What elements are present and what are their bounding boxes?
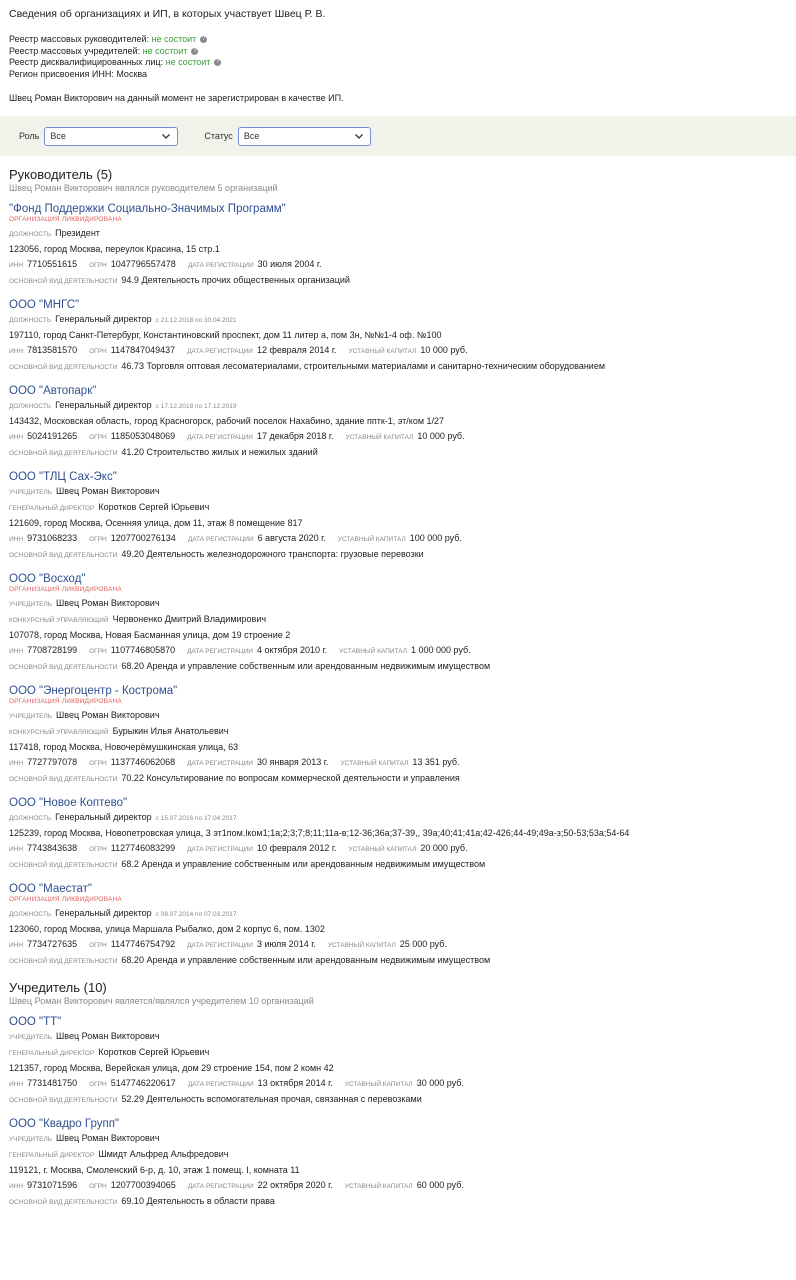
field-label: ОГРН [89, 648, 107, 655]
address-row: 143432, Московская область, город Красногорск, рабочий поселок Нахабино, здание пптк-1, эт/ком 1/27 [9, 416, 445, 426]
inn-value: 7734727635 [27, 939, 78, 949]
org-name-link[interactable]: ООО "МНГС" [9, 299, 80, 311]
field-label: ДОЛЖНОСТЬ [9, 231, 52, 238]
position-period: с 21.12.2018 по 30.04.2021 [155, 317, 237, 324]
ids-row [9, 429, 787, 445]
ogrn-value: 1207700394065 [110, 1180, 176, 1190]
ids-row [9, 1178, 787, 1194]
liquidated-badge: ОРГАНИЗАЦИЯ ЛИКВИДИРОВАНА [9, 586, 122, 593]
founder-value: Швец Роман Викторович [56, 486, 160, 496]
position-period: с 15.07.2016 по 17.04.2017 [155, 815, 237, 822]
registry-mass-managers: Реестр массовых руководителей: не состоит ? [9, 34, 206, 44]
field-label: ОСНОВНОЙ ВИД ДЕЯТЕЛЬНОСТИ [9, 450, 118, 457]
manager-value: Бурыкин Илья Анатольевич [112, 726, 229, 736]
org-card [9, 573, 787, 675]
inn-value: 7708728199 [27, 645, 78, 655]
ids-row [9, 257, 787, 273]
field-label: ОСНОВНОЙ ВИД ДЕЯТЕЛЬНОСТИ [9, 364, 118, 371]
position-row [9, 398, 787, 414]
ip-note: Швец Роман Викторович на данный момент не зарегистрирован в качестве ИП. [9, 93, 344, 103]
field-label: ОСНОВНОЙ ВИД ДЕЯТЕЛЬНОСТИ [9, 1097, 118, 1104]
founder-row [9, 484, 787, 500]
field-label: ДАТА РЕГИСТРАЦИИ [187, 846, 253, 853]
director-value: Шмидт Альфред Альфредович [98, 1149, 229, 1159]
activity-row [9, 1194, 787, 1210]
field-label: ДАТА РЕГИСТРАЦИИ [187, 648, 253, 655]
field-label: ДАТА РЕГИСТРАЦИИ [187, 760, 253, 767]
field-label: ОГРН [89, 846, 107, 853]
activity-value: 41.20 Строительство жилых и нежилых зданий [121, 447, 318, 457]
ids-row [9, 531, 787, 547]
field-label: УЧРЕДИТЕЛЬ [9, 601, 53, 608]
capital-value: 20 000 руб. [420, 843, 468, 853]
org-card [9, 203, 787, 289]
field-label: УСТАВНЫЙ КАПИТАЛ [340, 760, 409, 767]
field-label: ДАТА РЕГИСТРАЦИИ [187, 1183, 254, 1190]
activity-value: 68.20 Аренда и управление собственным или арендованным недвижимым имуществом [121, 661, 491, 671]
ogrn-value: 1107746805870 [110, 645, 176, 655]
org-name-link[interactable]: ООО "Новое Коптево" [9, 797, 128, 809]
reg-date-value: 17 декабря 2018 г. [256, 431, 334, 441]
position-period: с 17.12.2018 по 17.12.2019 [155, 403, 237, 410]
director-value: Коротков Сергей Юрьевич [98, 502, 210, 512]
role-label: Роль [19, 131, 40, 141]
field-label: УЧРЕДИТЕЛЬ [9, 489, 53, 496]
page-title: Сведения об организациях и ИП, в которых участвует Швец Р. В. [9, 8, 326, 20]
field-label: ОСНОВНОЙ ВИД ДЕЯТЕЛЬНОСТИ [9, 664, 118, 671]
section-subtitle: Швец Роман Викторович является/являлся учредителем 10 организаций [9, 996, 314, 1006]
address-row: 107078, город Москва, Новая Басманная улица, дом 19 строение 2 [9, 630, 291, 640]
field-label: ОГРН [89, 942, 107, 949]
field-label: ИНН [9, 648, 24, 655]
field-label: ДАТА РЕГИСТРАЦИИ [187, 348, 253, 355]
inn-value: 7731481750 [27, 1078, 78, 1088]
field-label: ОГРН [89, 348, 107, 355]
reg-date-value: 30 июля 2004 г. [257, 259, 322, 269]
ids-row [9, 1076, 787, 1092]
org-card [9, 685, 787, 787]
activity-row [9, 1092, 787, 1108]
org-name-link[interactable]: ООО "ТТ" [9, 1016, 62, 1028]
field-label: ГЕНЕРАЛЬНЫЙ ДИРЕКТОР [9, 1050, 95, 1057]
activity-row [9, 273, 787, 289]
org-name-link[interactable]: ООО "Квадро Групп" [9, 1118, 120, 1130]
field-label: ИНН [9, 1183, 24, 1190]
field-label: КОНКУРСНЫЙ УПРАВЛЯЮЩИЙ [9, 729, 109, 736]
filter-bar [0, 116, 796, 156]
field-label: ОГРН [89, 536, 107, 543]
field-label: УСТАВНЫЙ КАПИТАЛ [348, 348, 417, 355]
field-label: КОНКУРСНЫЙ УПРАВЛЯЮЩИЙ [9, 617, 109, 624]
activity-value: 69.10 Деятельность в области права [121, 1196, 275, 1206]
field-label: ИНН [9, 760, 24, 767]
position-row [9, 226, 787, 242]
org-card [9, 1118, 787, 1210]
reg-date-value: 4 октября 2010 г. [256, 645, 328, 655]
reg-date-value: 13 октября 2014 г. [257, 1078, 333, 1088]
field-label: ДАТА РЕГИСТРАЦИИ [187, 434, 253, 441]
field-label: УЧРЕДИТЕЛЬ [9, 1034, 53, 1041]
address-row: 117418, город Москва, Новочерёмушкинская улица, 63 [9, 742, 239, 752]
org-card [9, 299, 787, 375]
field-label: ОГРН [89, 1081, 107, 1088]
activity-row [9, 445, 787, 461]
inn-region: Регион присвоения ИНН: Москва [9, 68, 148, 79]
field-label: ИНН [9, 1081, 24, 1088]
inn-value: 9731068233 [27, 533, 78, 543]
field-label: ОГРН [89, 760, 107, 767]
field-label: ОСНОВНОЙ ВИД ДЕЯТЕЛЬНОСТИ [9, 958, 118, 965]
field-label: ДАТА РЕГИСТРАЦИИ [187, 942, 253, 949]
manager-value: Червоненко Дмитрий Владимирович [112, 614, 267, 624]
activity-row [9, 771, 787, 787]
activity-value: 68.20 Аренда и управление собственным или арендованным недвижимым имуществом [121, 955, 491, 965]
help-icon[interactable]: ? [193, 47, 197, 54]
position-period: с 08.07.2014 по 07.03.2017 [155, 911, 237, 918]
org-card [9, 883, 787, 969]
capital-value: 30 000 руб. [416, 1078, 464, 1088]
ogrn-value: 1147746754792 [110, 939, 176, 949]
position-row [9, 312, 787, 328]
field-label: ОСНОВНОЙ ВИД ДЕЯТЕЛЬНОСТИ [9, 278, 118, 285]
activity-value: 70.22 Консультирование по вопросам коммерческой деятельности и управления [121, 773, 460, 783]
position-value: Президент [55, 228, 100, 238]
founder-value: Швец Роман Викторович [56, 710, 160, 720]
ogrn-value: 1127746083299 [110, 843, 176, 853]
founder-row [9, 1029, 787, 1045]
field-label: ОСНОВНОЙ ВИД ДЕЯТЕЛЬНОСТИ [9, 1199, 118, 1206]
capital-value: 1 000 000 руб. [411, 645, 471, 655]
ogrn-value: 1137746062068 [110, 757, 176, 767]
section-title: Руководитель (5) [9, 167, 113, 182]
reg-date-value: 3 июля 2014 г. [256, 939, 316, 949]
capital-value: 100 000 руб. [409, 533, 462, 543]
address-row: 123056, город Москва, переулок Красина, 15 стр.1 [9, 244, 220, 254]
inn-value: 7743843638 [27, 843, 78, 853]
director-row [9, 1045, 787, 1061]
org-name-link[interactable]: ООО "Восход" [9, 573, 86, 585]
activity-row [9, 659, 787, 675]
field-label: ИНН [9, 536, 24, 543]
section-subtitle: Швец Роман Викторович являлся руководителем 5 организаций [9, 183, 278, 193]
org-name-link[interactable]: "Фонд Поддержки Социально-Значимых Программ" [9, 203, 286, 215]
capital-value: 60 000 руб. [416, 1180, 464, 1190]
org-name-link[interactable]: ООО "Автопарк" [9, 385, 97, 397]
liquidated-badge: ОРГАНИЗАЦИЯ ЛИКВИДИРОВАНА [9, 216, 122, 223]
ogrn-value: 1047796557478 [110, 259, 176, 269]
section-title: Учредитель (10) [9, 980, 107, 995]
ids-row [9, 841, 787, 857]
activity-value: 68.2 Аренда и управление собственным или арендованным недвижимым имуществом [121, 859, 486, 869]
director-row [9, 1147, 787, 1163]
field-label: УСТАВНЫЙ КАПИТАЛ [345, 434, 414, 441]
activity-row [9, 359, 787, 375]
org-name-link[interactable]: ООО "Маестат" [9, 883, 92, 895]
manager-row [9, 612, 787, 628]
field-label: УСТАВНЫЙ КАПИТАЛ [337, 536, 406, 543]
address-row: 123060, город Москва, улица Маршала Рыбалко, дом 2 корпус 6, пом. 1302 [9, 924, 325, 934]
capital-value: 13 351 руб. [412, 757, 460, 767]
liquidated-badge: ОРГАНИЗАЦИЯ ЛИКВИДИРОВАНА [9, 698, 122, 705]
ogrn-value: 1185053048069 [110, 431, 176, 441]
activity-value: 46.73 Торговля оптовая лесоматериалами, строительными материалами и санитарно-техническим оборудованием [121, 361, 606, 371]
chevron-down-icon [161, 131, 171, 141]
field-label: ИНН [9, 262, 24, 269]
reg-date-value: 30 января 2013 г. [256, 757, 329, 767]
address-row: 119121, г. Москва, Смоленский 6-р, д. 10, этаж 1 помещ. I, комната 11 [9, 1165, 300, 1175]
field-label: ДАТА РЕГИСТРАЦИИ [187, 1081, 254, 1088]
address-row: 121357, город Москва, Верейская улица, дом 29 строение 154, пом 2 комн 42 [9, 1063, 334, 1073]
org-card [9, 385, 787, 461]
field-label: ДАТА РЕГИСТРАЦИИ [187, 262, 254, 269]
field-label: УЧРЕДИТЕЛЬ [9, 713, 53, 720]
inn-value: 7710551615 [27, 259, 78, 269]
ids-row [9, 937, 787, 953]
capital-value: 25 000 руб. [399, 939, 447, 949]
founder-row [9, 1131, 787, 1147]
ogrn-value: 1147847049437 [110, 345, 176, 355]
field-label: ДОЛЖНОСТЬ [9, 317, 52, 324]
field-label: ОСНОВНОЙ ВИД ДЕЯТЕЛЬНОСТИ [9, 552, 118, 559]
field-label: ИНН [9, 942, 24, 949]
role-select[interactable]: Все [44, 127, 178, 146]
field-label: ОГРН [89, 434, 107, 441]
activity-value: 52.29 Деятельность вспомогательная прочая, связанная с перевозками [121, 1094, 422, 1104]
capital-value: 10 000 руб. [420, 345, 468, 355]
sections [9, 167, 787, 1210]
founder-row [9, 596, 787, 612]
field-label: УСТАВНЫЙ КАПИТАЛ [327, 942, 396, 949]
status-label: Статус [204, 131, 233, 141]
field-label: ИНН [9, 348, 24, 355]
org-name-link[interactable]: ООО "ТЛЦ Сах-Экс" [9, 471, 117, 483]
field-label: УЧРЕДИТЕЛЬ [9, 1136, 53, 1143]
manager-row [9, 724, 787, 740]
director-row [9, 500, 787, 516]
ids-row [9, 755, 787, 771]
org-card [9, 471, 787, 563]
field-label: ОСНОВНОЙ ВИД ДЕЯТЕЛЬНОСТИ [9, 862, 118, 869]
address-row: 121609, город Москва, Осенняя улица, дом 11, этаж 8 помещение 817 [9, 518, 303, 528]
org-card [9, 1016, 787, 1108]
founder-value: Швец Роман Викторович [56, 598, 160, 608]
ogrn-value: 1207700276134 [110, 533, 176, 543]
org-card [9, 797, 787, 873]
org-name-link[interactable]: ООО "Энергоцентр - Кострома" [9, 685, 178, 697]
field-label: УСТАВНЫЙ КАПИТАЛ [339, 648, 408, 655]
inn-value: 7813581570 [27, 345, 78, 355]
help-icon[interactable]: ? [202, 36, 206, 43]
founder-row [9, 708, 787, 724]
field-label: ДОЛЖНОСТЬ [9, 403, 52, 410]
director-value: Коротков Сергей Юрьевич [98, 1047, 210, 1057]
position-row [9, 810, 787, 826]
field-label: ОГРН [89, 1183, 107, 1190]
founder-value: Швец Роман Викторович [56, 1133, 160, 1143]
registry-disqualified: Реестр дисквалифицированных лиц: не состоит ? [9, 57, 220, 67]
reg-date-value: 12 февраля 2014 г. [256, 345, 337, 355]
activity-value: 49.20 Деятельность железнодорожного транспорта: грузовые перевозки [121, 549, 424, 559]
reg-date-value: 10 февраля 2012 г. [256, 843, 337, 853]
inn-value: 5024191265 [27, 431, 78, 441]
ogrn-value: 5147746220617 [110, 1078, 176, 1088]
activity-row [9, 547, 787, 563]
capital-value: 10 000 руб. [417, 431, 465, 441]
ids-row [9, 343, 787, 359]
position-row [9, 906, 787, 922]
field-label: ДОЛЖНОСТЬ [9, 815, 52, 822]
inn-value: 7727797078 [27, 757, 78, 767]
position-value: Генеральный директор [55, 908, 152, 918]
address-row: 197110, город Санкт-Петербург, Константиновский проспект, дом 11 литер а, пом 3н, №№1-4 оф. №100 [9, 330, 442, 340]
field-label: УСТАВНЫЙ КАПИТАЛ [348, 846, 417, 853]
founder-value: Швец Роман Викторович [56, 1031, 160, 1041]
help-icon[interactable]: ? [216, 59, 220, 66]
reg-date-value: 6 августа 2020 г. [257, 533, 326, 543]
field-label: УСТАВНЫЙ КАПИТАЛ [344, 1081, 413, 1088]
field-label: ДАТА РЕГИСТРАЦИИ [187, 536, 254, 543]
activity-row [9, 857, 787, 873]
reg-date-value: 22 октября 2020 г. [257, 1180, 333, 1190]
field-label: ОГРН [89, 262, 107, 269]
status-select[interactable]: Все [238, 127, 371, 146]
activity-row [9, 953, 787, 969]
ids-row [9, 643, 787, 659]
registry-mass-founders: Реестр массовых учредителей: не состоит ? [9, 45, 197, 56]
liquidated-badge: ОРГАНИЗАЦИЯ ЛИКВИДИРОВАНА [9, 896, 122, 903]
field-label: ГЕНЕРАЛЬНЫЙ ДИРЕКТОР [9, 1152, 95, 1159]
chevron-down-icon [354, 131, 364, 141]
activity-value: 94.9 Деятельность прочих общественных организаций [121, 275, 350, 285]
address-row: 125239, город Москва, Новопетровская улица, 3 эт1пом.lком1;1а;2;3;7;8;11;11а-в;12-36;36а;37-39,, 39а;40;41;41а;42-426;44-49;49а-з;50-53;53а;54-64 [9, 828, 630, 838]
position-value: Генеральный директор [55, 400, 152, 410]
field-label: ИНН [9, 846, 24, 853]
registries [9, 34, 787, 80]
field-label: ИНН [9, 434, 24, 441]
field-label: УСТАВНЫЙ КАПИТАЛ [344, 1183, 413, 1190]
inn-value: 9731071596 [27, 1180, 78, 1190]
field-label: ОСНОВНОЙ ВИД ДЕЯТЕЛЬНОСТИ [9, 776, 118, 783]
position-value: Генеральный директор [55, 812, 152, 822]
field-label: ГЕНЕРАЛЬНЫЙ ДИРЕКТОР [9, 505, 95, 512]
position-value: Генеральный директор [55, 314, 152, 324]
field-label: ДОЛЖНОСТЬ [9, 911, 52, 918]
